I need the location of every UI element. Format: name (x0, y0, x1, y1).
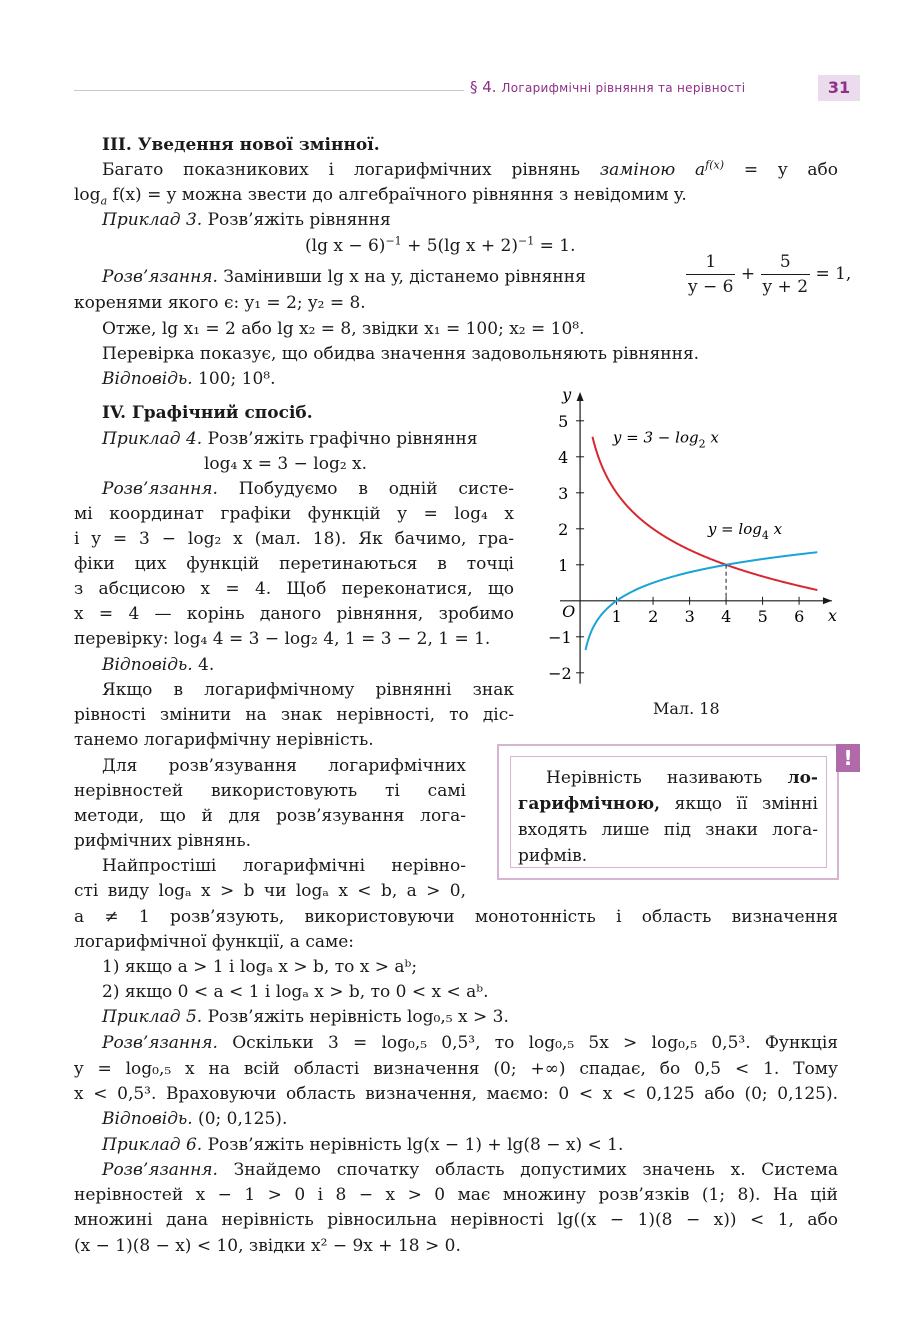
x-tick-label: 6 (794, 606, 805, 626)
x-axis-arrow (823, 597, 832, 604)
example-6-solution-4: (x − 1)(8 − x) < 10, звідки x² − 9x + 18 > 0. (74, 1236, 461, 1256)
example-4-solution-4: фіки цих функцій перетинаються в точці (74, 554, 514, 574)
heading-graphical-method: IV. Графічний спосіб. (102, 403, 313, 423)
ineq-p9: сті виду logₐ x > b чи logₐ x < b, a > 0, (74, 881, 466, 901)
example-3-roots: коренями якого є: y₁ = 2; y₂ = 8. (74, 293, 366, 313)
ineq-p7: рифмічних рівнянь. (74, 831, 252, 851)
heading-new-variable: III. Уведення нової змінної. (102, 135, 380, 155)
example-4-solution-7: перевірку: log₄ 4 = 3 − log₂ 4, 1 = 3 − 2, 1 = 1. (74, 629, 491, 649)
example-5-solution-3: x < 0,5³. Враховуючи область визначення, маємо: 0 < x < 0,125 або (0; 0,125). (74, 1084, 838, 1104)
y-tick-label: −2 (548, 663, 572, 683)
example-3-then: Отже, lg x₁ = 2 або lg x₂ = 8, звідки x₁ = 100; x₂ = 10⁸. (102, 319, 585, 339)
x-tick-label: 5 (757, 606, 768, 626)
ineq-p4: Для розв’язування логарифмічних (102, 756, 466, 776)
example-6-solution-3: множині дана нерівність рівносильна нерівності lg((x − 1)(8 − x)) < 1, або (74, 1210, 838, 1230)
y-tick-label: 1 (558, 555, 569, 575)
section-title: Логарифмічні рівняння та нерівності (501, 81, 746, 95)
x-tick-label: 3 (684, 606, 695, 626)
example-4-solution-5: з абсцисою x = 4. Щоб переконатися, що (74, 579, 514, 599)
section-number: § 4. (470, 78, 497, 96)
example-4-solution-3: і y = 3 − log₂ x (мал. 18). Як бачимо, гра- (74, 529, 514, 549)
example-3-statement: Приклад 3. Розв’яжіть рівняння (102, 210, 391, 230)
ineq-p1: Якщо в логарифмічному рівнянні знак (102, 680, 514, 700)
s3-line-1: Багато показникових і логарифмічних рівнянь заміною $a^{f(x)} = y$ або (102, 158, 838, 180)
example-5-statement: Приклад 5. Розв’яжіть нерівність log₀,₅ x > 3. (102, 1007, 509, 1027)
example-6-solution-1: Розв’язання. Знайдемо спочатку область допустимих значень x. Система (102, 1160, 838, 1180)
y-axis-label: y (562, 385, 572, 404)
example-5-solution-2: y = log₀,₅ x на всій області визначення (0; +∞) спадає, бо 0,5 < 1. Тому (74, 1059, 838, 1079)
y-tick-label: 4 (558, 447, 569, 467)
example-4-answer: Відповідь. 4. (102, 655, 215, 675)
example-6-solution-2: нерівностей x − 1 > 0 і 8 − x > 0 має множину розв’язків (1; 8). На цій (74, 1185, 838, 1205)
header-rule (74, 90, 464, 91)
x-axis-label: x (827, 605, 837, 625)
y-tick-label: 5 (558, 411, 569, 431)
series-label-3-minus-log2: $y = 3 - \log_2 x$ (612, 428, 719, 451)
ineq-p11: логарифмічної функції, а саме: (74, 932, 354, 952)
origin-label: O (562, 601, 576, 621)
rule-2: 2) якщо 0 < a < 1 і logₐ x > b, то 0 < x < aᵇ. (102, 982, 489, 1002)
x-tick-label: 4 (721, 606, 732, 626)
x-tick-label: 2 (648, 606, 659, 626)
example-4-statement: Приклад 4. Розв’яжіть графічно рівняння (102, 429, 478, 449)
s3-line-2: $\log_a f(x) = y$ можна звести до алгебраїчного рівняння з невідомим y. (74, 185, 687, 208)
y-tick-label: 3 (558, 483, 569, 503)
y-tick-label: −1 (548, 627, 572, 647)
example-6-statement: Приклад 6. Розв’яжіть нерівність lg(x − 1) + lg(8 − x) < 1. (102, 1135, 624, 1155)
ineq-p2: рівності змінити на знак нерівності, то діс- (74, 705, 514, 725)
fraction-2: $\frac{5}{y + 2}$ (762, 252, 809, 297)
ineq-p10: a ≠ 1 розв’язують, використовуючи монотонність і область визначення (74, 907, 838, 927)
function-graph (540, 382, 840, 692)
example-3-check: Перевірка показує, що обидва значення задовольняють рівняння. (102, 344, 700, 364)
example-5-solution-1: Розв’язання. Оскільки 3 = log₀,₅ 0,5³, то log₀,₅ 5x > log₀,₅ 0,5³. Функція (102, 1033, 838, 1053)
y-axis-arrow (577, 392, 584, 401)
example-4-solution-1: Розв’язання. Побудуємо в одній систе- (102, 479, 514, 499)
example-5-answer: Відповідь. (0; 0,125). (102, 1109, 288, 1129)
running-header (470, 78, 745, 96)
exclamation-icon: ! (836, 744, 860, 772)
ineq-p6: методи, що й для розв’язування лога- (74, 806, 466, 826)
x-tick-label: 1 (611, 606, 622, 626)
example-4-equation: log₄ x = 3 − log₂ x. (204, 454, 368, 474)
ineq-p5: нерівностей використовують ті самі (74, 781, 466, 801)
definition-text: Нерівність називають ло- гарифмічною, якщо її змінні входять лише під знаки лога- рифмів. (518, 768, 818, 866)
fraction-1: $\frac{1}{y - 6}$ (688, 252, 734, 297)
fraction-equation: $\frac{1}{y - 6}$ + $\frac{5}{y + 2}$ = 1, (688, 252, 852, 297)
example-3-solution: Розв’язання. Замінивши lg x на y, дістанемо рівняння (102, 267, 586, 287)
series-line-3-minus-log2 (592, 437, 817, 590)
rule-1: 1) якщо a > 1 і logₐ x > b, то x > aᵇ; (102, 957, 418, 977)
example-3-equation: (lg x − 6)$^{-1}$ + 5(lg x + 2)$^{-1}$ = 1. (305, 234, 576, 256)
figure-caption: Мал. 18 (653, 699, 720, 718)
ineq-p8: Найпростіші логарифмічні нерівно- (102, 856, 466, 876)
example-4-solution-2: мі координат графіки функцій y = log₄ x (74, 504, 514, 524)
ineq-p3: танемо логарифмічну нерівність. (74, 730, 374, 750)
y-tick-label: 2 (558, 519, 569, 539)
example-3-answer: Відповідь. 100; 10⁸. (102, 369, 276, 389)
page-number: 31 (818, 75, 860, 101)
example-4-solution-6: x = 4 — корінь даного рівняння, зробимо (74, 604, 514, 624)
series-label-log4: $y = \log_4 x$ (707, 520, 783, 543)
